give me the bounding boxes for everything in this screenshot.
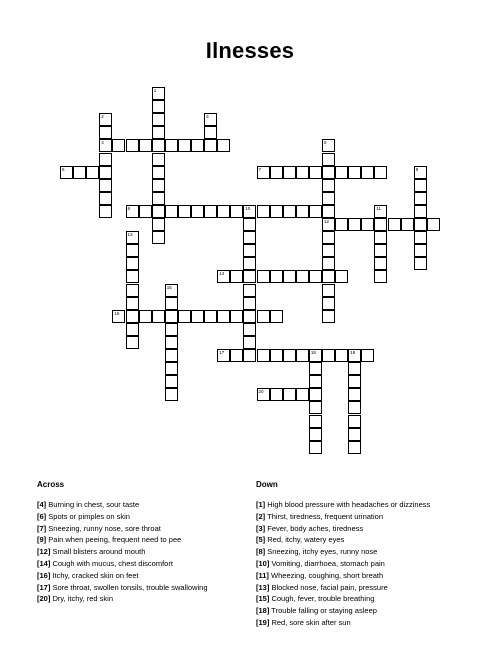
grid-cell[interactable] — [348, 428, 361, 441]
grid-cell[interactable] — [414, 231, 427, 244]
grid-cell[interactable] — [243, 284, 256, 297]
grid-cell[interactable] — [126, 139, 139, 152]
grid-cell[interactable] — [374, 231, 387, 244]
clue-number: [5] — [256, 535, 266, 545]
grid-cell[interactable] — [322, 205, 335, 218]
clue-number: [8] — [256, 547, 266, 557]
grid-cell[interactable] — [401, 218, 414, 231]
clue-number: [7] — [37, 523, 47, 533]
grid-cell[interactable] — [322, 244, 335, 257]
grid-cell[interactable] — [348, 362, 361, 375]
cell-number: 8 — [415, 166, 419, 172]
grid-cell[interactable] — [152, 166, 165, 179]
clue-number: [6] — [37, 511, 47, 521]
grid-cell[interactable] — [427, 218, 440, 231]
cell-number: 2 — [101, 114, 104, 120]
grid-cell[interactable] — [335, 166, 348, 179]
grid-cell[interactable] — [296, 205, 309, 218]
grid-cell[interactable] — [374, 205, 387, 218]
clue-number: [10] — [256, 558, 270, 568]
grid-cell[interactable] — [126, 257, 139, 270]
grid-cell[interactable] — [322, 179, 335, 192]
grid-cell[interactable] — [374, 166, 387, 179]
clue-item — [37, 558, 270, 570]
grid-cell[interactable] — [178, 310, 191, 323]
clue-item — [37, 582, 270, 594]
grid-cell[interactable] — [335, 349, 348, 362]
grid-cell[interactable] — [152, 310, 165, 323]
grid-cell[interactable] — [348, 401, 361, 414]
grid-cell[interactable] — [296, 270, 309, 283]
grid-cell[interactable] — [414, 257, 427, 270]
clue-item — [256, 617, 486, 629]
grid-cell[interactable] — [309, 270, 322, 283]
cell-number: 4 — [101, 140, 104, 146]
grid-cell[interactable] — [191, 139, 204, 152]
grid-cell[interactable] — [322, 231, 335, 244]
grid-cell[interactable] — [270, 310, 283, 323]
grid-cell[interactable] — [296, 349, 309, 362]
clue-text: Small blisters around mouth — [52, 547, 146, 557]
grid-cell[interactable] — [99, 113, 112, 126]
grid-cell[interactable] — [309, 441, 322, 454]
grid-cell[interactable] — [191, 310, 204, 323]
down-clue-list — [256, 499, 486, 629]
grid-cell[interactable] — [283, 270, 296, 283]
grid-cell[interactable] — [309, 205, 322, 218]
grid-cell[interactable] — [270, 349, 283, 362]
grid-cell[interactable] — [348, 375, 361, 388]
clue-number: [20] — [37, 594, 51, 604]
clue-text: Burning in chest, sour taste — [48, 500, 140, 509]
page-title: Ilnesses — [205, 38, 295, 63]
grid-cell[interactable] — [243, 349, 256, 362]
cell-number: 7 — [258, 166, 262, 172]
grid-cell[interactable] — [126, 297, 139, 310]
grid-cell[interactable] — [309, 362, 322, 375]
grid-cell[interactable] — [73, 166, 86, 179]
cell-number: 1 — [153, 88, 157, 93]
grid-cell[interactable] — [126, 336, 139, 349]
grid-cell[interactable] — [152, 126, 165, 139]
grid-cell[interactable] — [217, 349, 230, 362]
clue-item — [37, 511, 267, 523]
cell-number: 11 — [376, 205, 382, 211]
grid-cell[interactable] — [204, 113, 217, 126]
grid-cell[interactable] — [322, 153, 335, 166]
grid-cell[interactable] — [165, 375, 178, 388]
grid-cell[interactable] — [414, 205, 427, 218]
grid-cell[interactable] — [165, 323, 178, 336]
across-clues — [37, 480, 270, 605]
grid-cell[interactable] — [126, 284, 139, 297]
clue-number: [13] — [256, 582, 270, 592]
grid-cell[interactable] — [230, 270, 243, 283]
clue-item — [37, 546, 267, 558]
clue-item — [256, 605, 486, 617]
grid-cell[interactable] — [283, 349, 296, 362]
clue-text: High blood pressure with headaches or dizziness — [267, 500, 431, 509]
clue-item — [256, 499, 486, 511]
cell-number: 18 — [310, 350, 316, 355]
grid-cell[interactable] — [243, 218, 256, 231]
grid-cell[interactable] — [348, 441, 361, 454]
grid-cell[interactable] — [414, 179, 427, 192]
grid-cell[interactable] — [309, 401, 322, 414]
cell-number: 14 — [219, 271, 225, 277]
grid-cell[interactable] — [257, 310, 270, 323]
grid-cell[interactable] — [217, 310, 230, 323]
clue-item — [256, 582, 486, 594]
grid-cell[interactable] — [257, 166, 270, 179]
grid-cell[interactable] — [296, 166, 309, 179]
clue-text: Dry, itchy, red skin — [52, 594, 114, 604]
down-heading: Down — [256, 480, 278, 489]
grid-cell[interactable] — [126, 310, 139, 323]
grid-cell[interactable] — [99, 166, 112, 179]
clue-number: [1] — [256, 500, 266, 509]
cell-number: 13 — [127, 232, 133, 238]
clue-item — [37, 534, 267, 546]
grid-cell[interactable] — [126, 323, 139, 336]
grid-cell[interactable] — [361, 349, 374, 362]
grid-cell[interactable] — [204, 126, 217, 139]
clue-number: [16] — [37, 570, 51, 580]
grid-cell[interactable] — [99, 153, 112, 166]
clue-number: [3] — [256, 523, 266, 533]
clue-item — [37, 499, 267, 511]
grid-cell[interactable] — [139, 205, 152, 218]
grid-cell[interactable] — [139, 139, 152, 152]
grid-cell[interactable] — [309, 375, 322, 388]
grid-cell[interactable] — [178, 139, 191, 152]
grid-cell[interactable] — [322, 218, 335, 231]
grid-cell[interactable] — [309, 388, 322, 401]
grid-cell[interactable] — [322, 139, 335, 152]
grid-cell[interactable] — [152, 113, 165, 126]
grid-cell[interactable] — [99, 205, 112, 218]
clue-text: Sneezing, runny nose, sore throat — [48, 523, 161, 533]
grid-cell[interactable] — [126, 244, 139, 257]
grid-cell[interactable] — [257, 349, 270, 362]
grid-cell[interactable] — [165, 388, 178, 401]
grid-cell[interactable] — [230, 310, 243, 323]
clue-text: Sneezing, itchy eyes, runny nose — [267, 547, 378, 557]
grid-cell[interactable] — [112, 310, 125, 323]
grid-cell[interactable] — [152, 192, 165, 205]
cell-number: 9 — [127, 205, 131, 211]
grid-cell[interactable] — [99, 126, 112, 139]
grid-cell[interactable] — [414, 218, 427, 231]
grid-cell[interactable] — [283, 166, 296, 179]
grid-cell[interactable] — [335, 270, 348, 283]
cell-number: 3 — [206, 114, 209, 120]
clue-item — [256, 570, 486, 582]
grid-cell[interactable] — [178, 205, 191, 218]
clue-text: Thirst, tiredness, frequent urination — [267, 511, 384, 521]
grid-cell[interactable] — [243, 270, 256, 283]
grid-cell[interactable] — [243, 205, 256, 218]
clue-text: Sore throat, swollen tonsils, trouble swallowing — [52, 582, 208, 592]
grid-cell[interactable] — [243, 336, 256, 349]
grid-cell[interactable] — [309, 349, 322, 362]
clue-item — [256, 511, 486, 523]
clue-text: Fever, body aches, tiredness — [267, 523, 364, 533]
grid-cell[interactable] — [165, 336, 178, 349]
grid-cell[interactable] — [152, 139, 165, 152]
grid-cell[interactable] — [243, 257, 256, 270]
grid-cell[interactable] — [165, 349, 178, 362]
grid-cell[interactable] — [414, 244, 427, 257]
grid-cell[interactable] — [152, 87, 165, 100]
clue-text: Vomiting, diarrhoea, stomach pain — [271, 558, 385, 568]
grid-cell[interactable] — [374, 257, 387, 270]
grid-cell[interactable] — [230, 349, 243, 362]
clue-text: Itchy, cracked skin on feet — [52, 570, 139, 580]
clue-text: Red, itchy, watery eyes — [267, 535, 345, 545]
grid-cell[interactable] — [322, 284, 335, 297]
clue-text: Blocked nose, facial pain, pressure — [271, 582, 388, 592]
clue-number: [19] — [256, 617, 270, 627]
grid-cell[interactable] — [243, 231, 256, 244]
grid-cell[interactable] — [99, 139, 112, 152]
clue-number: [11] — [256, 570, 269, 580]
grid-cell[interactable] — [283, 205, 296, 218]
grid-cell[interactable] — [99, 179, 112, 192]
grid-cell[interactable] — [139, 310, 152, 323]
grid-cell[interactable] — [296, 388, 309, 401]
clue-number: [4] — [37, 500, 47, 509]
grid-cell[interactable] — [322, 297, 335, 310]
grid-cell[interactable] — [191, 205, 204, 218]
cell-number: 16 — [114, 310, 120, 316]
grid-cell[interactable] — [257, 270, 270, 283]
grid-cell[interactable] — [217, 205, 230, 218]
grid-cell[interactable] — [335, 218, 348, 231]
grid-cell[interactable] — [322, 166, 335, 179]
clue-item — [256, 558, 486, 570]
grid-cell[interactable] — [217, 270, 230, 283]
clue-text: Cough, fever, trouble breathing — [271, 594, 375, 604]
grid-cell[interactable] — [217, 139, 230, 152]
grid-cell[interactable] — [348, 388, 361, 401]
grid-cell[interactable] — [270, 388, 283, 401]
grid-cell[interactable] — [414, 192, 427, 205]
grid-cell[interactable] — [414, 166, 427, 179]
cell-number: 20 — [258, 389, 264, 395]
grid-cell[interactable] — [165, 205, 178, 218]
clue-text: Pain when peeing, frequent need to pee — [48, 535, 182, 545]
grid-cell[interactable] — [126, 231, 139, 244]
cell-number: 17 — [219, 350, 225, 355]
grid-cell[interactable] — [309, 166, 322, 179]
grid-cell[interactable] — [165, 139, 178, 152]
grid-cell[interactable] — [99, 192, 112, 205]
clue-text: Red, sore skin after sun — [271, 617, 351, 627]
grid-cell[interactable] — [361, 166, 374, 179]
grid-cell[interactable] — [165, 310, 178, 323]
grid-cell[interactable] — [348, 166, 361, 179]
grid-cell[interactable] — [348, 415, 361, 428]
clue-item — [256, 523, 486, 535]
clue-item — [256, 534, 486, 546]
grid-cell[interactable] — [361, 218, 374, 231]
grid-cell[interactable] — [152, 100, 165, 113]
grid-cell[interactable] — [374, 244, 387, 257]
grid-cell[interactable] — [126, 205, 139, 218]
across-clue-list — [37, 499, 270, 605]
grid-cell[interactable] — [243, 323, 256, 336]
cell-number: 19 — [350, 350, 356, 355]
grid-cell[interactable] — [322, 192, 335, 205]
grid-cell[interactable] — [152, 179, 165, 192]
grid-cell[interactable] — [322, 257, 335, 270]
grid-cell[interactable] — [204, 139, 217, 152]
clue-number: [9] — [37, 535, 47, 545]
down-clues — [256, 480, 486, 629]
grid-cell[interactable] — [165, 297, 178, 310]
grid-cell[interactable] — [309, 415, 322, 428]
grid-cell[interactable] — [257, 388, 270, 401]
clue-number: [12] — [37, 547, 51, 557]
grid-cell[interactable] — [322, 349, 335, 362]
grid-cell[interactable] — [204, 205, 217, 218]
cell-number: 5 — [324, 140, 327, 146]
grid-cell[interactable] — [374, 270, 387, 283]
grid-cell[interactable] — [243, 244, 256, 257]
clue-text: Cough with mucus, chest discomfort — [52, 558, 173, 568]
cell-number: 6 — [62, 166, 65, 172]
grid-cell[interactable] — [112, 139, 125, 152]
grid-cell[interactable] — [374, 218, 387, 231]
grid-cell[interactable] — [348, 349, 361, 362]
grid-cell[interactable] — [348, 218, 361, 231]
clue-number: [14] — [37, 558, 51, 568]
clue-item — [256, 593, 486, 605]
grid-cell[interactable] — [60, 166, 73, 179]
grid-cell[interactable] — [257, 205, 270, 218]
clue-number: [18] — [256, 606, 270, 616]
clue-item — [37, 570, 267, 582]
grid-cell[interactable] — [270, 205, 283, 218]
grid-cell[interactable] — [388, 218, 401, 231]
grid-cell[interactable] — [86, 166, 99, 179]
cell-number: 12 — [324, 219, 330, 224]
clue-item — [37, 523, 267, 535]
grid-cell[interactable] — [165, 284, 178, 297]
grid-cell[interactable] — [152, 153, 165, 166]
grid-cell[interactable] — [126, 270, 139, 283]
clue-item — [256, 546, 486, 558]
grid-cell[interactable] — [322, 270, 335, 283]
clue-number: [17] — [37, 582, 51, 592]
grid-cell[interactable] — [152, 231, 165, 244]
grid-cell[interactable] — [152, 205, 165, 218]
grid-cell[interactable] — [270, 270, 283, 283]
clue-text: Wheezing, coughing, short breath — [271, 570, 384, 580]
clue-text: Spots or pimples on skin — [48, 511, 130, 521]
grid-cell[interactable] — [230, 205, 243, 218]
clue-item — [37, 593, 270, 605]
grid-cell[interactable] — [322, 310, 335, 323]
clue-number: [15] — [256, 594, 270, 604]
grid-cell[interactable] — [204, 310, 217, 323]
grid-cell[interactable] — [283, 388, 296, 401]
across-heading: Across — [37, 480, 65, 489]
grid-cell[interactable] — [270, 166, 283, 179]
grid-cell[interactable] — [243, 310, 256, 323]
grid-cell[interactable] — [165, 362, 178, 375]
clue-text: Trouble falling or staying asleep — [271, 606, 377, 616]
grid-cell[interactable] — [309, 428, 322, 441]
cell-number: 10 — [245, 205, 251, 211]
grid-cell[interactable] — [152, 218, 165, 231]
grid-cell[interactable] — [243, 297, 256, 310]
cell-number: 15 — [166, 284, 172, 290]
clue-number: [2] — [256, 511, 266, 521]
